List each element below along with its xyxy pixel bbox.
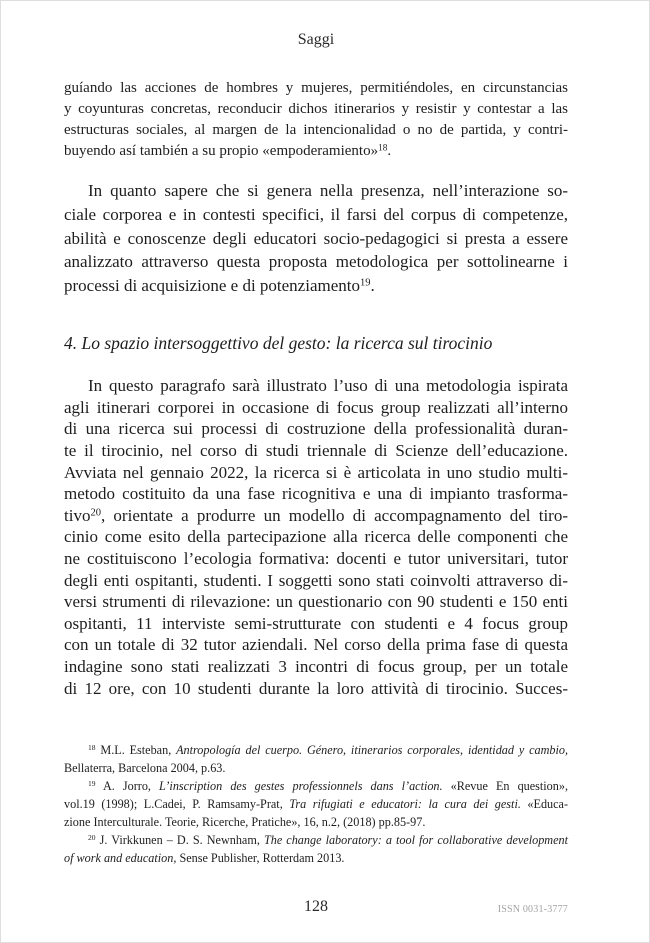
section-line: con un totale di 32 tutor aziendali. Nel corso della prima fase di questa: [64, 635, 568, 655]
section-line: cinio come esito della partecipazione alla ricerca delle componenti che: [64, 527, 568, 547]
quote-continuation: [64, 78, 568, 162]
footnote-author: J. Virkkunen – D. S. Newnham,: [99, 833, 260, 847]
section-heading: 4. Lo spazio intersoggettivo del gesto: la ricerca sul tirocinio: [64, 333, 493, 353]
footnote-title: Tra rifugiati e educatori: la cura dei gesti.: [289, 797, 521, 811]
body-paragraph: [64, 179, 568, 298]
footnote-journal: «Educa-: [527, 797, 569, 811]
section-line: indagine sono stati realizzati 3 incontri di focus group, per un totale: [64, 656, 568, 676]
footnote-number: 19: [88, 779, 96, 789]
footnote-ref-18: 18: [378, 142, 388, 153]
paragraph-line: [64, 274, 568, 298]
quote-line-text: buyendo así también a su propio «empoderamiento»: [64, 142, 379, 159]
footnote-title: The change laboratory: a tool for collaborative development: [263, 833, 568, 847]
quote-line-end: .: [387, 142, 392, 159]
footnote-ref-19: 19: [360, 277, 371, 289]
footnote-journal: «Revue En question»,: [450, 779, 569, 793]
footnote-line: [64, 849, 568, 867]
section-line: di una ricerca sui processi di costruzione della professionalità duran-: [64, 419, 568, 439]
section-line: [64, 505, 568, 527]
quote-line: estructuras sociales, al margen de la intencionalidad o no de partida, y contri-: [64, 121, 568, 138]
section-paragraph: [64, 375, 568, 699]
section-line: agli itinerari corporei in occasione di focus group realizzati all’interno: [64, 397, 568, 417]
paragraph-line: analizzato attraverso questa proposta metodologica per sottolinearne i: [64, 252, 568, 272]
footnote-line: Bellaterra, Barcelona 2004, p.63.: [64, 761, 226, 775]
quote-line: guíando las acciones de hombres y mujeres, permitiéndoles, en circunstancias: [64, 79, 568, 96]
section-line-start: tivo: [64, 505, 91, 525]
section-line: ospitanti, 11 interviste semi-strutturate con studenti e 4 focus group: [64, 613, 568, 633]
issn-label: ISSN 0031-3777: [497, 904, 568, 915]
paragraph-line-end: .: [370, 276, 375, 295]
section-line: Avviata nel gennaio 2022, la ricerca si è articolata in uno studio multi-: [64, 462, 568, 482]
footnote-volume: vol.19 (1998); L.Cadei, P. Ramsamy-Prat,: [64, 797, 283, 811]
section-line: ne costituiscono l’ecologia formativa: docenti e tutor universitari, tutor: [64, 548, 568, 568]
footnote-title: of work and education,: [64, 851, 177, 865]
footnote-title: L’inscription des gestes professionnels dans l’action.: [159, 779, 443, 793]
footnote-line: zione Interculturale. Teorie, Ricerche, Pratiche», 16, n.2, (2018) pp.85-97.: [64, 815, 426, 829]
footnote-line: [64, 831, 568, 849]
footnote-ref-20: 20: [90, 507, 101, 519]
section-line-rest: , orientate a produrre un modello di accompagnamento del tiro-: [100, 505, 568, 525]
paragraph-line: In quanto sapere che si genera nella presenza, nell’interazione so-: [88, 181, 568, 200]
footnote-number: 18: [88, 743, 96, 753]
paragraph-line: ciale corporea e in contesti specifici, il farsi del corpus di competenze,: [64, 204, 568, 224]
footnote-publisher: Sense Publisher, Rotterdam 2013.: [179, 851, 345, 865]
section-line: degli enti ospitanti, studenti. I soggetti sono stati coinvolti attraverso di-: [64, 570, 568, 590]
quote-line: y coyunturas concretas, reconducir dichos itinerarios y resistir y contestar a las: [64, 100, 568, 117]
section-line: In questo paragrafo sarà illustrato l’uso di una metodologia ispirata: [88, 376, 568, 396]
section-line: versi strumenti di rilevazione: un questionario con 90 studenti e 150 enti: [64, 592, 568, 612]
footnote-title: Antropología del cuerpo. Género, itinerarios corporales, identidad y cambio,: [176, 743, 568, 757]
section-line: metodo costituito da una fase ricognitiva e una di impianto trasforma-: [64, 484, 568, 504]
quote-line: [64, 141, 568, 162]
section-line: te il tirocinio, nel corso di studi triennale di Scienze dell’educazione.: [64, 440, 568, 460]
footnote-author: A. Jorro,: [102, 779, 151, 793]
paragraph-line-text: processi di acquisizione e di potenziamento: [64, 276, 360, 295]
footnote-line: [64, 777, 568, 795]
footnote-number: 20: [88, 833, 96, 843]
footnotes: [64, 741, 568, 867]
section-line: di 12 ore, con 10 studenti durante la loro attività di tirocinio. Succes-: [64, 678, 568, 698]
footnote-line: [64, 795, 568, 813]
footnote-author: M.L. Esteban,: [100, 743, 172, 757]
running-head: Saggi: [297, 31, 335, 48]
page-number: 128: [304, 898, 328, 915]
paragraph-line: abilità e conoscenze degli educatori socio-pedagogici si presta a essere: [64, 228, 568, 248]
footnote-line: [64, 741, 568, 759]
